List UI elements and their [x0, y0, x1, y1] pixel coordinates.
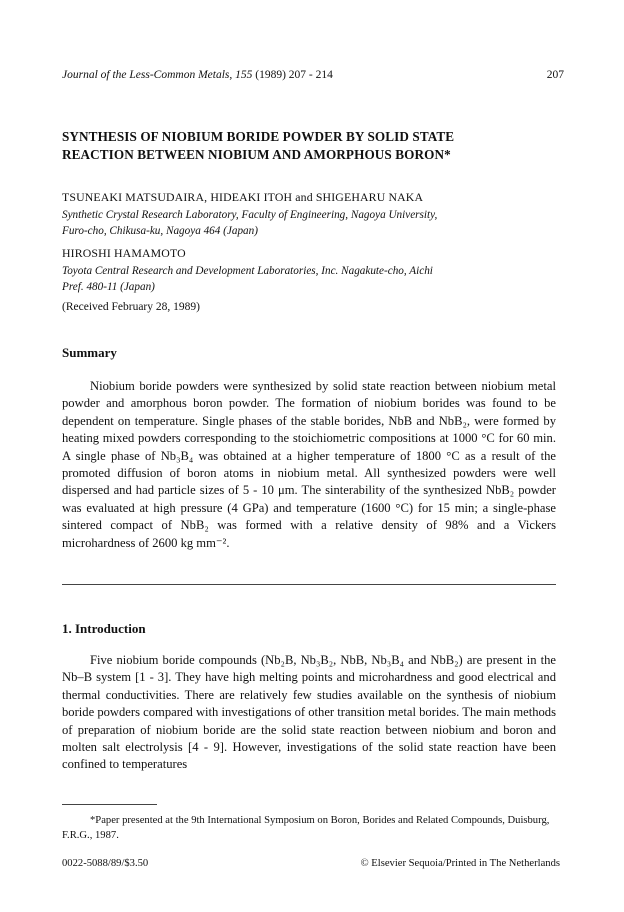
affiliation-1: [62, 208, 437, 239]
summary-body: [62, 378, 556, 552]
footnote: [62, 813, 556, 843]
page-number: 207: [546, 69, 564, 81]
journal-year-pages: (1989) 207 - 214: [255, 69, 333, 81]
introduction-heading: 1. Introduction: [62, 621, 146, 636]
footnote-text: *Paper presented at the 9th International Symposium on Boron, Borides and Related Compounds, Duisburg, F.R.G., 1987.: [62, 815, 550, 841]
affiliation-2-line-1: Toyota Central Research and Development Laboratories, Inc. Nagakute-cho, Aichi: [62, 265, 433, 277]
introduction-body: [62, 652, 556, 774]
received-date: (Received February 28, 1989): [62, 301, 200, 313]
affiliation-1-line-1: Synthetic Crystal Research Laboratory, Faculty of Engineering, Nagoya University,: [62, 209, 438, 221]
journal-volume: 155: [235, 69, 253, 81]
footnote-divider: [62, 804, 157, 805]
article-title-line-1: SYNTHESIS OF NIOBIUM BORIDE POWDER BY SOLID STATE: [62, 129, 455, 144]
authors-group-1: TSUNEAKI MATSUDAIRA, HIDEAKI ITOH and SHIGEHARU NAKA: [62, 190, 424, 204]
affiliation-2-line-2: Pref. 480-11 (Japan): [62, 280, 155, 293]
issn-price: 0022-5088/89/$3.50: [62, 858, 149, 869]
summary-heading: Summary: [62, 345, 117, 360]
section-divider: [62, 584, 556, 585]
article-title: [62, 128, 454, 164]
copyright-notice: © Elsevier Sequoia/Printed in The Netherlands: [360, 858, 560, 869]
affiliation-1-line-2: Furo-cho, Chikusa-ku, Nagoya 464 (Japan): [62, 224, 258, 237]
introduction-paragraph: Five niobium boride compounds (Nb₂B, Nb₃B₂, NbB, Nb₃B₄ and NbB₂) are present in the Nb–B system [1 - 3]. They have high melting points and microhardness and good electrical and thermal conductivities. There are relatively few studies available on the synthesis of niobium boride powders compared with investigations of other transition metal borides. The main methods of preparation of niobium boride are the solid state reaction between niobium and boron and molten salt electrolysis [4 - 9]. However, investigations of the solid state reaction have been confined to temperatures: [62, 653, 556, 772]
affiliation-2: [62, 264, 433, 295]
authors-group-2: HIROSHI HAMAMOTO: [62, 246, 186, 260]
summary-paragraph: Niobium boride powders were synthesized by solid state reaction between niobium metal powder and amorphous boron powder. The formation of niobium borides was found to be dependent on temperature. Single phases of the stable borides, NbB and NbB₂, were formed by heating mixed powders corresponding to the stoichiometric compositions at 1000 °C for 60 min. A single phase of Nb₃B₄ was obtained at a higher temperature of 1800 °C as a result of the promoted diffusion of boron atoms in niobium metal. All synthesized powders were well dispersed and had particle sizes of 5 - 10 μm. The sinterability of the synthesized NbB₂ powder was evaluated at high pressure (4 GPa) and temperature (1600 °C) for 15 min; a single-phase sintered compact of NbB₂ was formed with a relative density of 98% and a Vickers microhardness of 2600 kg mm⁻².: [62, 379, 556, 550]
journal-name: Journal of the Less-Common Metals,: [62, 69, 233, 81]
journal-citation: [62, 69, 333, 81]
article-title-line-2: REACTION BETWEEN NIOBIUM AND AMORPHOUS BORON*: [62, 147, 451, 162]
